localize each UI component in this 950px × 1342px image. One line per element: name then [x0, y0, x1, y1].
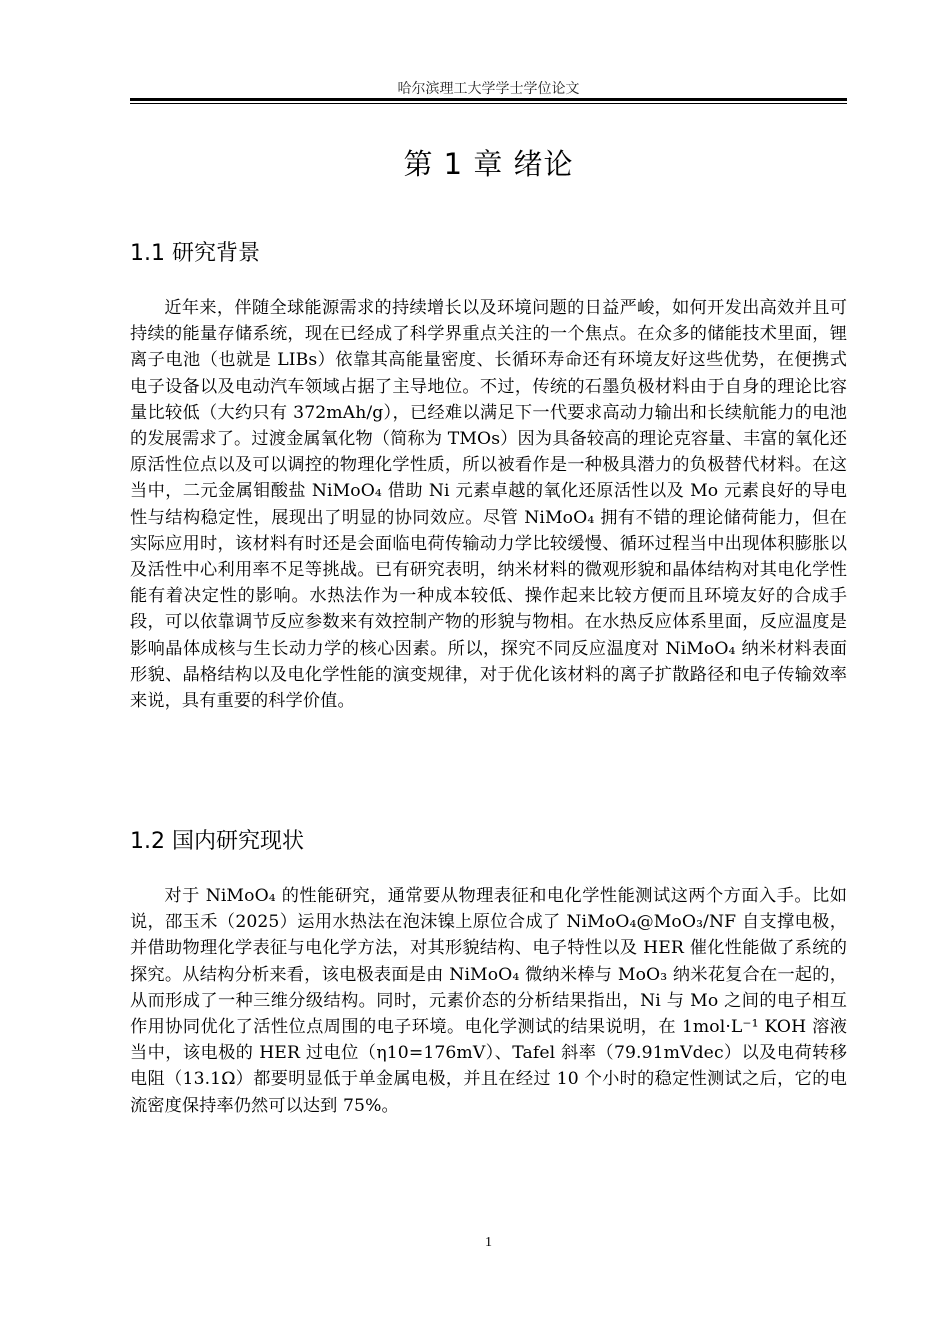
chapter-title: 第 1 章 绪论	[403, 147, 574, 181]
section-heading-1-2: 1.2 国内研究现状	[130, 829, 304, 854]
header-rule-thin	[130, 103, 847, 104]
section-heading-1-1: 1.1 研究背景	[130, 241, 260, 266]
section-1-2-paragraph: 对于 NiMoO₄ 的性能研究，通常要从物理表征和电化学性能测试这两个方面入手。比如说，邵玉禾（2025）运用水热法在泡沫镍上原位合成了 NiMoO₄@MoO₃/NF 自支撑电极，并借助物理化学表征与电化学方法，对其形貌结构、电子特性以及 HER 催化性能做了系统的探究。从结构分析来看，该电极表面是由 NiMoO₄ 微纳米棒与 MoO₃ 纳米花复合在一起的，从而形成了一种三维分级结构。同时，元素价态的分析结果指出，Ni 与 Mo 之间的电子相互作用协同优化了活性位点周围的电子环境。电化学测试的结果说明，在 1mol·L⁻¹ KOH 溶液当中，该电极的 HER 过电位（η10=176mV）、Tafel 斜率（79.91mVdec）以及电荷转移电阻（13.1Ω）都要明显低于单金属电极，并且在经过 10 个小时的稳定性测试之后，它的电流密度保持率仍然可以达到 75%。	[130, 886, 847, 1116]
running-header: 哈尔滨理工大学学士学位论文	[397, 81, 580, 97]
section-1-1-paragraph: 近年来，伴随全球能源需求的持续增长以及环境问题的日益严峻，如何开发出高效并且可持续的能量存储系统，现在已经成了科学界重点关注的一个焦点。在众多的储能技术里面，锂离子电池（也就是 LIBs）依靠其高能量密度、长循环寿命还有环境友好这些优势，在便携式电子设备以及电动汽车领域占据了主导地位。不过，传统的石墨负极材料由于自身的理论比容量比较低（大约只有 372mAh/g），已经难以满足下一代要求高动力输出和长续航能力的电池的发展需求了。过渡金属氧化物（简称为 TMOs）因为具备较高的理论克容量、丰富的氧化还原活性位点以及可以调控的物理化学性质，所以被看作是一种极具潜力的负极替代材料。在这当中，二元金属钼酸盐 NiMoO₄ 借助 Ni 元素卓越的氧化还原活性以及 Mo 元素良好的导电性与结构稳定性，展现出了明显的协同效应。尽管 NiMoO₄ 拥有不错的理论储荷能力，但在实际应用时，该材料有时还是会面临电荷传输动力学比较缓慢、循环过程当中出现体积膨胀以及活性中心利用率不足等挑战。已有研究表明，纳米材料的微观形貌和晶体结构对其电化学性能有着决定性的影响。水热法作为一种成本较低、操作起来比较方便而且环境友好的合成手段，可以依靠调节反应参数来有效控制产物的形貌与物相。在水热反应体系里面，反应温度是影响晶体成核与生长动力学的核心因素。所以，探究不同反应温度对 NiMoO₄ 纳米材料表面形貌、晶格结构以及电化学性能的演变规律，对于优化该材料的离子扩散路径和电子传输效率来说，具有重要的科学价值。	[130, 298, 847, 712]
header-rule-thick	[130, 98, 847, 101]
page-number: 1	[485, 1235, 492, 1250]
